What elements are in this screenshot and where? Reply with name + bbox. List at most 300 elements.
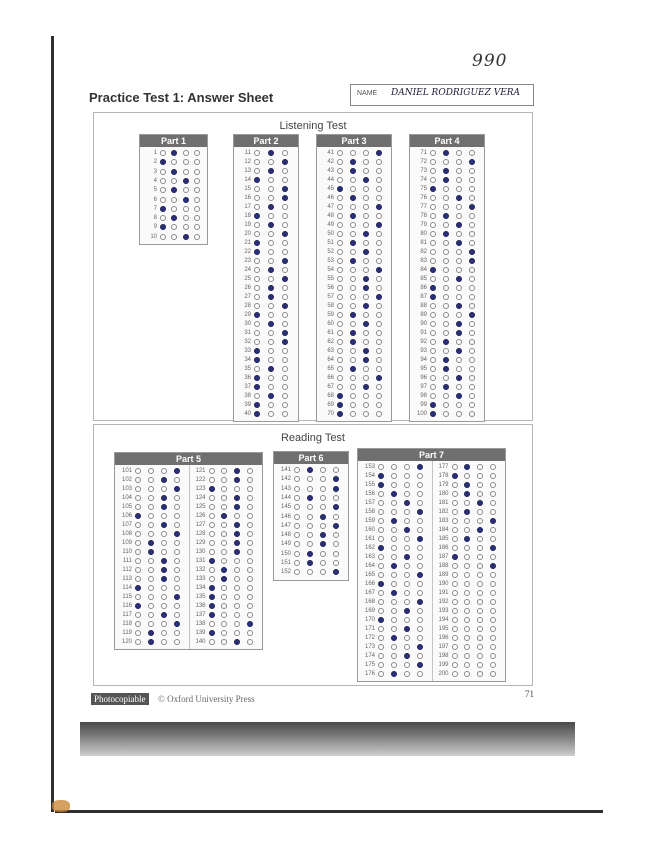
answer-bubble-d[interactable] xyxy=(376,348,382,354)
answer-bubble-b[interactable] xyxy=(171,150,177,156)
answer-bubble-b[interactable] xyxy=(443,258,449,264)
answer-bubble-d[interactable] xyxy=(490,608,496,614)
answer-bubble-d[interactable] xyxy=(376,222,382,228)
answer-bubble-c[interactable] xyxy=(161,567,167,573)
answer-bubble-c[interactable] xyxy=(404,626,410,632)
answer-bubble-c[interactable] xyxy=(477,662,483,668)
answer-bubble-d[interactable] xyxy=(333,495,339,501)
answer-bubble-d[interactable] xyxy=(247,540,253,546)
answer-bubble-c[interactable] xyxy=(404,491,410,497)
answer-bubble-d[interactable] xyxy=(417,626,423,632)
answer-bubble-a[interactable] xyxy=(337,303,343,309)
answer-bubble-b[interactable] xyxy=(350,150,356,156)
answer-bubble-a[interactable] xyxy=(294,467,300,473)
answer-bubble-b[interactable] xyxy=(307,569,313,575)
answer-bubble-a[interactable] xyxy=(378,473,384,479)
answer-bubble-b[interactable] xyxy=(391,545,397,551)
answer-bubble-c[interactable] xyxy=(161,576,167,582)
answer-bubble-a[interactable] xyxy=(430,321,436,327)
answer-bubble-c[interactable] xyxy=(282,402,288,408)
answer-bubble-c[interactable] xyxy=(320,476,326,482)
answer-bubble-a[interactable] xyxy=(430,249,436,255)
answer-bubble-d[interactable] xyxy=(490,518,496,524)
answer-bubble-a[interactable] xyxy=(254,384,260,390)
answer-bubble-c[interactable] xyxy=(456,267,462,273)
answer-bubble-a[interactable] xyxy=(337,402,343,408)
answer-bubble-c[interactable] xyxy=(161,639,167,645)
answer-bubble-a[interactable] xyxy=(378,491,384,497)
answer-bubble-b[interactable] xyxy=(350,195,356,201)
answer-bubble-b[interactable] xyxy=(307,541,313,547)
answer-bubble-b[interactable] xyxy=(221,567,227,573)
answer-bubble-a[interactable] xyxy=(209,531,215,537)
answer-bubble-d[interactable] xyxy=(247,477,253,483)
answer-bubble-a[interactable] xyxy=(452,563,458,569)
answer-bubble-a[interactable] xyxy=(135,576,141,582)
answer-bubble-c[interactable] xyxy=(282,411,288,417)
answer-bubble-a[interactable] xyxy=(209,603,215,609)
answer-bubble-c[interactable] xyxy=(234,594,240,600)
answer-bubble-a[interactable] xyxy=(160,224,166,230)
answer-bubble-b[interactable] xyxy=(464,482,470,488)
answer-bubble-b[interactable] xyxy=(268,231,274,237)
answer-bubble-b[interactable] xyxy=(464,518,470,524)
answer-bubble-b[interactable] xyxy=(443,348,449,354)
answer-bubble-a[interactable] xyxy=(452,671,458,677)
answer-bubble-b[interactable] xyxy=(350,375,356,381)
answer-bubble-b[interactable] xyxy=(221,603,227,609)
answer-bubble-d[interactable] xyxy=(376,303,382,309)
answer-bubble-d[interactable] xyxy=(417,671,423,677)
answer-bubble-b[interactable] xyxy=(391,599,397,605)
answer-bubble-d[interactable] xyxy=(376,384,382,390)
answer-bubble-d[interactable] xyxy=(376,213,382,219)
answer-bubble-b[interactable] xyxy=(464,671,470,677)
answer-bubble-b[interactable] xyxy=(171,224,177,230)
answer-bubble-d[interactable] xyxy=(194,159,200,165)
answer-bubble-b[interactable] xyxy=(350,276,356,282)
answer-bubble-d[interactable] xyxy=(333,560,339,566)
answer-bubble-d[interactable] xyxy=(469,258,475,264)
answer-bubble-b[interactable] xyxy=(221,513,227,519)
answer-bubble-d[interactable] xyxy=(194,178,200,184)
answer-bubble-d[interactable] xyxy=(376,330,382,336)
answer-bubble-b[interactable] xyxy=(443,213,449,219)
answer-bubble-a[interactable] xyxy=(337,204,343,210)
answer-bubble-b[interactable] xyxy=(268,276,274,282)
answer-bubble-c[interactable] xyxy=(404,572,410,578)
answer-bubble-b[interactable] xyxy=(221,540,227,546)
answer-bubble-c[interactable] xyxy=(363,375,369,381)
answer-bubble-a[interactable] xyxy=(254,177,260,183)
answer-bubble-c[interactable] xyxy=(320,467,326,473)
answer-bubble-a[interactable] xyxy=(209,639,215,645)
answer-bubble-d[interactable] xyxy=(376,357,382,363)
answer-bubble-a[interactable] xyxy=(378,626,384,632)
answer-bubble-c[interactable] xyxy=(320,523,326,529)
answer-bubble-c[interactable] xyxy=(320,551,326,557)
answer-bubble-c[interactable] xyxy=(161,486,167,492)
answer-bubble-a[interactable] xyxy=(337,258,343,264)
answer-bubble-d[interactable] xyxy=(194,169,200,175)
answer-bubble-a[interactable] xyxy=(430,411,436,417)
answer-bubble-a[interactable] xyxy=(254,168,260,174)
answer-bubble-b[interactable] xyxy=(221,531,227,537)
answer-bubble-a[interactable] xyxy=(337,294,343,300)
answer-bubble-d[interactable] xyxy=(469,384,475,390)
answer-bubble-c[interactable] xyxy=(234,621,240,627)
answer-bubble-b[interactable] xyxy=(148,531,154,537)
answer-bubble-d[interactable] xyxy=(376,393,382,399)
answer-bubble-c[interactable] xyxy=(363,240,369,246)
answer-bubble-a[interactable] xyxy=(337,249,343,255)
answer-bubble-b[interactable] xyxy=(443,222,449,228)
answer-bubble-a[interactable] xyxy=(378,617,384,623)
answer-bubble-a[interactable] xyxy=(254,222,260,228)
answer-bubble-d[interactable] xyxy=(376,276,382,282)
answer-bubble-b[interactable] xyxy=(171,187,177,193)
answer-bubble-b[interactable] xyxy=(221,522,227,528)
answer-bubble-c[interactable] xyxy=(477,635,483,641)
answer-bubble-a[interactable] xyxy=(254,411,260,417)
answer-bubble-d[interactable] xyxy=(174,558,180,564)
answer-bubble-b[interactable] xyxy=(464,554,470,560)
answer-bubble-c[interactable] xyxy=(456,213,462,219)
answer-bubble-a[interactable] xyxy=(337,285,343,291)
answer-bubble-c[interactable] xyxy=(404,653,410,659)
answer-bubble-d[interactable] xyxy=(469,231,475,237)
answer-bubble-c[interactable] xyxy=(363,213,369,219)
answer-bubble-b[interactable] xyxy=(268,357,274,363)
answer-bubble-d[interactable] xyxy=(417,527,423,533)
answer-bubble-a[interactable] xyxy=(378,572,384,578)
answer-bubble-a[interactable] xyxy=(430,222,436,228)
answer-bubble-c[interactable] xyxy=(161,522,167,528)
answer-bubble-a[interactable] xyxy=(209,621,215,627)
answer-bubble-c[interactable] xyxy=(363,366,369,372)
answer-bubble-c[interactable] xyxy=(363,276,369,282)
answer-bubble-a[interactable] xyxy=(337,384,343,390)
answer-bubble-b[interactable] xyxy=(443,375,449,381)
answer-bubble-c[interactable] xyxy=(363,339,369,345)
answer-bubble-c[interactable] xyxy=(183,159,189,165)
answer-bubble-c[interactable] xyxy=(320,541,326,547)
answer-bubble-b[interactable] xyxy=(268,393,274,399)
answer-bubble-d[interactable] xyxy=(417,545,423,551)
answer-bubble-c[interactable] xyxy=(320,560,326,566)
answer-bubble-b[interactable] xyxy=(268,294,274,300)
answer-bubble-c[interactable] xyxy=(404,671,410,677)
answer-bubble-c[interactable] xyxy=(456,231,462,237)
answer-bubble-a[interactable] xyxy=(430,204,436,210)
answer-bubble-a[interactable] xyxy=(378,536,384,542)
answer-bubble-b[interactable] xyxy=(350,402,356,408)
answer-bubble-c[interactable] xyxy=(363,222,369,228)
answer-bubble-c[interactable] xyxy=(404,563,410,569)
answer-bubble-a[interactable] xyxy=(209,594,215,600)
answer-bubble-c[interactable] xyxy=(234,639,240,645)
answer-bubble-a[interactable] xyxy=(430,195,436,201)
answer-bubble-d[interactable] xyxy=(174,549,180,555)
answer-bubble-d[interactable] xyxy=(469,285,475,291)
answer-bubble-a[interactable] xyxy=(378,545,384,551)
answer-bubble-c[interactable] xyxy=(282,330,288,336)
answer-bubble-d[interactable] xyxy=(417,599,423,605)
answer-bubble-a[interactable] xyxy=(378,635,384,641)
answer-bubble-a[interactable] xyxy=(430,276,436,282)
answer-bubble-d[interactable] xyxy=(469,204,475,210)
answer-bubble-a[interactable] xyxy=(254,231,260,237)
answer-bubble-d[interactable] xyxy=(247,576,253,582)
answer-bubble-b[interactable] xyxy=(268,339,274,345)
answer-bubble-c[interactable] xyxy=(282,321,288,327)
answer-bubble-b[interactable] xyxy=(171,159,177,165)
answer-bubble-b[interactable] xyxy=(268,267,274,273)
answer-bubble-a[interactable] xyxy=(254,285,260,291)
answer-bubble-b[interactable] xyxy=(221,621,227,627)
answer-bubble-d[interactable] xyxy=(469,366,475,372)
answer-bubble-c[interactable] xyxy=(234,522,240,528)
answer-bubble-a[interactable] xyxy=(337,240,343,246)
answer-bubble-b[interactable] xyxy=(443,339,449,345)
answer-bubble-d[interactable] xyxy=(417,491,423,497)
answer-bubble-b[interactable] xyxy=(391,590,397,596)
answer-bubble-b[interactable] xyxy=(391,536,397,542)
answer-bubble-a[interactable] xyxy=(135,630,141,636)
answer-bubble-d[interactable] xyxy=(174,504,180,510)
answer-bubble-c[interactable] xyxy=(363,159,369,165)
answer-bubble-d[interactable] xyxy=(247,531,253,537)
answer-bubble-a[interactable] xyxy=(378,644,384,650)
answer-bubble-c[interactable] xyxy=(404,536,410,542)
answer-bubble-c[interactable] xyxy=(282,285,288,291)
answer-bubble-d[interactable] xyxy=(174,630,180,636)
answer-bubble-c[interactable] xyxy=(456,186,462,192)
answer-bubble-d[interactable] xyxy=(376,195,382,201)
answer-bubble-d[interactable] xyxy=(417,653,423,659)
answer-bubble-c[interactable] xyxy=(477,644,483,650)
answer-bubble-b[interactable] xyxy=(171,215,177,221)
answer-bubble-a[interactable] xyxy=(135,549,141,555)
answer-bubble-a[interactable] xyxy=(430,159,436,165)
answer-bubble-d[interactable] xyxy=(174,522,180,528)
answer-bubble-b[interactable] xyxy=(350,366,356,372)
answer-bubble-a[interactable] xyxy=(452,500,458,506)
answer-bubble-c[interactable] xyxy=(161,513,167,519)
answer-bubble-d[interactable] xyxy=(417,554,423,560)
answer-bubble-d[interactable] xyxy=(490,563,496,569)
answer-bubble-b[interactable] xyxy=(148,576,154,582)
answer-bubble-d[interactable] xyxy=(174,567,180,573)
answer-bubble-b[interactable] xyxy=(443,168,449,174)
answer-bubble-a[interactable] xyxy=(160,150,166,156)
answer-bubble-a[interactable] xyxy=(378,608,384,614)
answer-bubble-b[interactable] xyxy=(443,366,449,372)
answer-bubble-b[interactable] xyxy=(268,222,274,228)
answer-bubble-b[interactable] xyxy=(350,411,356,417)
answer-bubble-b[interactable] xyxy=(268,204,274,210)
answer-bubble-d[interactable] xyxy=(174,639,180,645)
answer-bubble-b[interactable] xyxy=(148,639,154,645)
answer-bubble-c[interactable] xyxy=(234,495,240,501)
answer-bubble-d[interactable] xyxy=(174,495,180,501)
answer-bubble-b[interactable] xyxy=(148,567,154,573)
answer-bubble-b[interactable] xyxy=(171,178,177,184)
answer-bubble-c[interactable] xyxy=(161,594,167,600)
answer-bubble-c[interactable] xyxy=(320,486,326,492)
answer-bubble-a[interactable] xyxy=(337,267,343,273)
answer-bubble-a[interactable] xyxy=(378,599,384,605)
answer-bubble-b[interactable] xyxy=(350,348,356,354)
answer-bubble-a[interactable] xyxy=(254,348,260,354)
answer-bubble-d[interactable] xyxy=(333,569,339,575)
answer-bubble-d[interactable] xyxy=(490,509,496,515)
answer-bubble-c[interactable] xyxy=(234,585,240,591)
answer-bubble-c[interactable] xyxy=(477,500,483,506)
answer-bubble-b[interactable] xyxy=(221,576,227,582)
answer-bubble-b[interactable] xyxy=(464,626,470,632)
answer-bubble-b[interactable] xyxy=(350,330,356,336)
answer-bubble-b[interactable] xyxy=(464,473,470,479)
answer-bubble-b[interactable] xyxy=(443,321,449,327)
answer-bubble-d[interactable] xyxy=(333,467,339,473)
answer-bubble-c[interactable] xyxy=(456,276,462,282)
answer-bubble-b[interactable] xyxy=(171,197,177,203)
answer-bubble-d[interactable] xyxy=(469,348,475,354)
answer-bubble-d[interactable] xyxy=(174,531,180,537)
answer-bubble-c[interactable] xyxy=(363,150,369,156)
answer-bubble-c[interactable] xyxy=(363,357,369,363)
answer-bubble-b[interactable] xyxy=(307,504,313,510)
answer-bubble-a[interactable] xyxy=(452,473,458,479)
answer-bubble-c[interactable] xyxy=(161,549,167,555)
answer-bubble-b[interactable] xyxy=(350,339,356,345)
answer-bubble-a[interactable] xyxy=(135,513,141,519)
answer-bubble-d[interactable] xyxy=(469,168,475,174)
answer-bubble-a[interactable] xyxy=(337,348,343,354)
answer-bubble-d[interactable] xyxy=(376,375,382,381)
answer-bubble-d[interactable] xyxy=(490,482,496,488)
answer-bubble-a[interactable] xyxy=(452,662,458,668)
answer-bubble-a[interactable] xyxy=(160,206,166,212)
answer-bubble-b[interactable] xyxy=(221,558,227,564)
answer-bubble-a[interactable] xyxy=(294,541,300,547)
answer-bubble-a[interactable] xyxy=(209,630,215,636)
answer-bubble-c[interactable] xyxy=(234,603,240,609)
answer-bubble-b[interactable] xyxy=(148,477,154,483)
answer-bubble-c[interactable] xyxy=(363,303,369,309)
answer-bubble-a[interactable] xyxy=(254,339,260,345)
answer-bubble-d[interactable] xyxy=(194,197,200,203)
answer-bubble-c[interactable] xyxy=(363,402,369,408)
answer-bubble-c[interactable] xyxy=(320,495,326,501)
answer-bubble-d[interactable] xyxy=(469,294,475,300)
answer-bubble-a[interactable] xyxy=(135,486,141,492)
answer-bubble-a[interactable] xyxy=(378,581,384,587)
answer-bubble-d[interactable] xyxy=(376,159,382,165)
answer-bubble-b[interactable] xyxy=(464,491,470,497)
answer-bubble-c[interactable] xyxy=(363,177,369,183)
answer-bubble-c[interactable] xyxy=(404,608,410,614)
answer-bubble-d[interactable] xyxy=(174,603,180,609)
answer-bubble-a[interactable] xyxy=(452,572,458,578)
answer-bubble-a[interactable] xyxy=(254,312,260,318)
answer-bubble-d[interactable] xyxy=(490,491,496,497)
answer-bubble-c[interactable] xyxy=(282,195,288,201)
answer-bubble-d[interactable] xyxy=(417,518,423,524)
answer-bubble-d[interactable] xyxy=(247,495,253,501)
answer-bubble-c[interactable] xyxy=(234,504,240,510)
answer-bubble-b[interactable] xyxy=(148,513,154,519)
answer-bubble-a[interactable] xyxy=(254,240,260,246)
answer-bubble-d[interactable] xyxy=(417,572,423,578)
answer-bubble-d[interactable] xyxy=(247,567,253,573)
answer-bubble-d[interactable] xyxy=(469,402,475,408)
answer-bubble-d[interactable] xyxy=(194,234,200,240)
answer-bubble-b[interactable] xyxy=(148,468,154,474)
answer-bubble-d[interactable] xyxy=(194,187,200,193)
answer-bubble-b[interactable] xyxy=(148,630,154,636)
answer-bubble-a[interactable] xyxy=(209,540,215,546)
answer-bubble-d[interactable] xyxy=(247,468,253,474)
answer-bubble-c[interactable] xyxy=(234,531,240,537)
answer-bubble-d[interactable] xyxy=(174,594,180,600)
answer-bubble-c[interactable] xyxy=(363,195,369,201)
answer-bubble-a[interactable] xyxy=(209,513,215,519)
answer-bubble-c[interactable] xyxy=(477,626,483,632)
answer-bubble-d[interactable] xyxy=(174,576,180,582)
answer-bubble-a[interactable] xyxy=(378,554,384,560)
answer-bubble-a[interactable] xyxy=(294,495,300,501)
answer-bubble-b[interactable] xyxy=(391,527,397,533)
answer-bubble-c[interactable] xyxy=(234,477,240,483)
answer-bubble-b[interactable] xyxy=(221,585,227,591)
answer-bubble-a[interactable] xyxy=(254,393,260,399)
answer-bubble-c[interactable] xyxy=(477,617,483,623)
answer-bubble-c[interactable] xyxy=(282,231,288,237)
answer-bubble-b[interactable] xyxy=(268,159,274,165)
answer-bubble-c[interactable] xyxy=(404,482,410,488)
answer-bubble-c[interactable] xyxy=(404,590,410,596)
answer-bubble-b[interactable] xyxy=(350,204,356,210)
answer-bubble-b[interactable] xyxy=(464,608,470,614)
answer-bubble-b[interactable] xyxy=(268,348,274,354)
answer-bubble-d[interactable] xyxy=(417,617,423,623)
answer-bubble-d[interactable] xyxy=(490,599,496,605)
answer-bubble-a[interactable] xyxy=(254,303,260,309)
answer-bubble-d[interactable] xyxy=(376,411,382,417)
answer-bubble-c[interactable] xyxy=(320,514,326,520)
answer-bubble-d[interactable] xyxy=(469,213,475,219)
answer-bubble-b[interactable] xyxy=(221,612,227,618)
answer-bubble-b[interactable] xyxy=(350,222,356,228)
answer-bubble-a[interactable] xyxy=(430,357,436,363)
answer-bubble-a[interactable] xyxy=(337,393,343,399)
answer-bubble-c[interactable] xyxy=(320,532,326,538)
answer-bubble-b[interactable] xyxy=(350,285,356,291)
answer-bubble-d[interactable] xyxy=(174,540,180,546)
answer-bubble-b[interactable] xyxy=(443,312,449,318)
answer-bubble-d[interactable] xyxy=(469,240,475,246)
answer-bubble-a[interactable] xyxy=(209,585,215,591)
answer-bubble-d[interactable] xyxy=(490,473,496,479)
answer-bubble-c[interactable] xyxy=(456,330,462,336)
answer-bubble-b[interactable] xyxy=(350,384,356,390)
answer-bubble-d[interactable] xyxy=(417,608,423,614)
answer-bubble-b[interactable] xyxy=(171,169,177,175)
answer-bubble-a[interactable] xyxy=(209,486,215,492)
answer-bubble-a[interactable] xyxy=(337,213,343,219)
